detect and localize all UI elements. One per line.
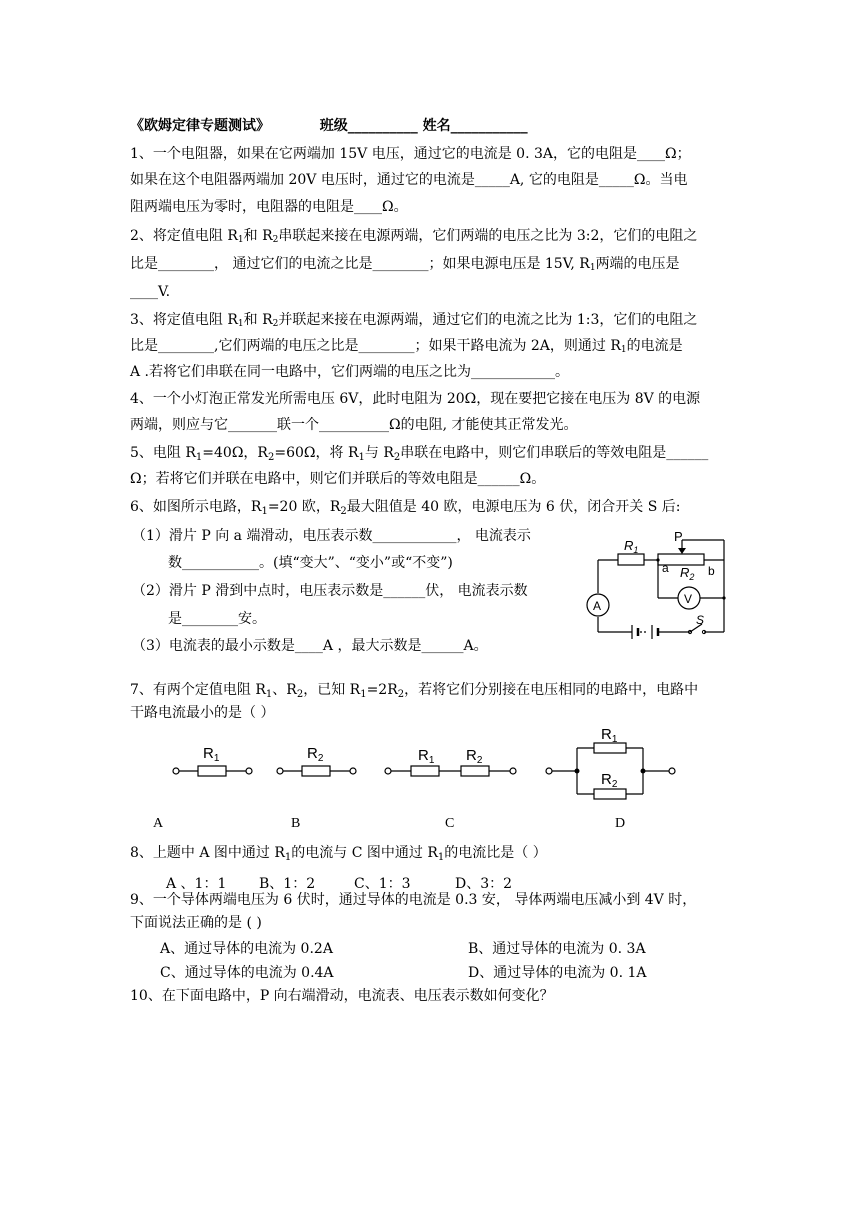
r1-resistor [618, 554, 644, 565]
q3-line1: 3、将定值电阻 $R_1$和 $R_2$并联起来接在电源两端，通过它们的电流之比为 1:3，它们的电阻之 [130, 312, 698, 329]
diagram-a-label: a [662, 561, 669, 575]
fig-a-resistor [198, 766, 226, 776]
diagram-p-label: P [674, 529, 683, 544]
q6-sub1-line2: 数___________。(填“变大”、“变小”或“不变”) [168, 555, 453, 571]
fig-b-resistor [302, 766, 330, 776]
name-blank: ___________ [450, 118, 528, 134]
q8-option-d: D、3：2 [455, 876, 513, 892]
fig-c-resistor1 [411, 766, 439, 776]
svg-text:R2: $R_2$ [466, 747, 483, 766]
fig-d-resistor2 [594, 789, 626, 799]
q10-line1: 10、在下面电路中，P 向右端滑动，电流表、电压表示数如何变化？ [130, 988, 554, 1004]
q2-line2: 比是________， 通过它们的电流之比是________；如果电源电压是 15V, $R_1$两端的电压是 [130, 256, 680, 273]
q3-line3: A .若将它们串联在同一电路中，它们两端的电压之比为____________。 [130, 364, 570, 380]
diagram-switch-label: S [696, 613, 705, 627]
q6-sub3: （3）电流表的最小示数是____A ，最大示数是______A。 [132, 638, 488, 654]
fig-d-resistor1 [594, 743, 626, 753]
q8-option-a: A 、1：1 [166, 876, 227, 892]
fig-c-resistor2 [461, 766, 489, 776]
svg-text:R1: $R_1$ [601, 726, 618, 745]
q9-option-b: B、通过导体的电流为 0. 3A [468, 941, 646, 957]
diagram-r1-label: $R_1$ [624, 538, 639, 555]
q5-line2: Ω；若将它们并联在电路中，则它们并联后的等效电阻是______Ω。 [130, 471, 546, 487]
q9-line1: 9、一个导体两端电压为 6 伏时，通过导体的电流是 0.3 安， 导体两端电压减小到 4V 时， [130, 892, 697, 908]
fig-label-b: B [291, 816, 301, 831]
q9-option-c: C、通过导体的电流为 0.4A [160, 965, 334, 981]
class-blank: __________ [347, 118, 418, 134]
page-title-line [130, 116, 528, 136]
q8-line1: 8、上题中 A 图中通过 $R_1$的电流与 C 图中通过 $R_1$的电流比是（ ） [130, 845, 547, 863]
svg-text:R2: $R_2$ [307, 745, 324, 764]
q1-line1: 1、一个电阻器，如果在它两端加 15V 电压，通过它的电流是 0. 3A，它的电阻是____Ω； [130, 146, 691, 162]
diagram-voltmeter-label: V [684, 592, 693, 606]
q4-line1: 4、一个小灯泡正常发光所需电压 6V，此时电阻为 20Ω，现在要把它接在电压为 8V 的电源 [130, 391, 701, 407]
q2-line1: 2、将定值电阻 $R_1$和 $R_2$串联起来接在电源两端，它们两端的电压之比为 3:2，它们的电阻之 [130, 228, 698, 245]
fig-label-c: C [445, 816, 455, 831]
q1-line3: 阻两端电压为零时，电阻器的电阻是____Ω。 [130, 199, 408, 215]
q3-line2: 比是________,它们两端的电压之比是________；如果干路电流为 2A，则通过 $R_1$的电流是 [130, 338, 683, 355]
q2-line3: ____V. [130, 284, 171, 300]
svg-text:R1: $R_1$ [418, 747, 435, 766]
q5-line1: 5、电阻 $R_1=40\Omega$，$R_2=60\Omega$，将 $R_1$与 $R_2$串联在电路中，则它们串联后的等效电阻是______ [130, 445, 709, 463]
q9-line2: 下面说法正确的是 ( ) [130, 915, 262, 931]
q6-line1: 6、如图所示电路，$R_1=20$ 欧，$R_2$最大阻值是 40 欧，电源电压为 6 伏，闭合开关 S 后: [130, 499, 681, 517]
page-title: 《欧姆定律专题测试》 [130, 118, 270, 134]
svg-text:R1: $R_1$ [203, 745, 220, 764]
fig-label-a: A [153, 816, 164, 831]
q6-sub1-line1: （1）滑片 P 向 a 端滑动，电压表示数____________， 电流表示 [132, 528, 531, 544]
q9-option-d: D、通过导体的电流为 0. 1A [468, 965, 647, 981]
q9-option-a: A、通过导体的电流为 0.2A [160, 941, 333, 957]
q6-sub2-line1: （2）滑片 P 滑到中点时，电压表示数是______伏， 电流表示数 [132, 583, 528, 599]
q7-line1: 7、有两个定值电阻 $R_1$、$R_2$，已知 $R_1=2R_2$，若将它们分别接在电压相同的电路中，电路中 [130, 682, 699, 700]
q1-line2: 如果在这个电阻器两端加 20V 电压时，通过它的电流是_____A, 它的电阻是_____Ω。当电 [130, 172, 688, 188]
name-label: 姓名 [422, 118, 451, 134]
q4-line2: 两端，则应与它_______联一个__________Ω的电阻, 才能使其正常发光。 [130, 417, 578, 433]
q8-option-c: C、1：3 [354, 876, 411, 892]
q6-sub2-line2: 是________安。 [168, 611, 266, 627]
q6-circuit-diagram [580, 528, 730, 643]
svg-text:R2: $R_2$ [601, 771, 618, 790]
q8-option-b: B、1：2 [259, 876, 316, 892]
q7-figures [165, 722, 685, 802]
q7-line2: 干路电流最小的是（ ） [130, 705, 275, 721]
diagram-ammeter-label: A [593, 599, 602, 613]
fig-label-d: D [615, 816, 626, 831]
diagram-b-label: b [708, 564, 715, 578]
diagram-r2-label: $R_2$ [680, 565, 695, 582]
class-label: 班级 [319, 118, 348, 134]
